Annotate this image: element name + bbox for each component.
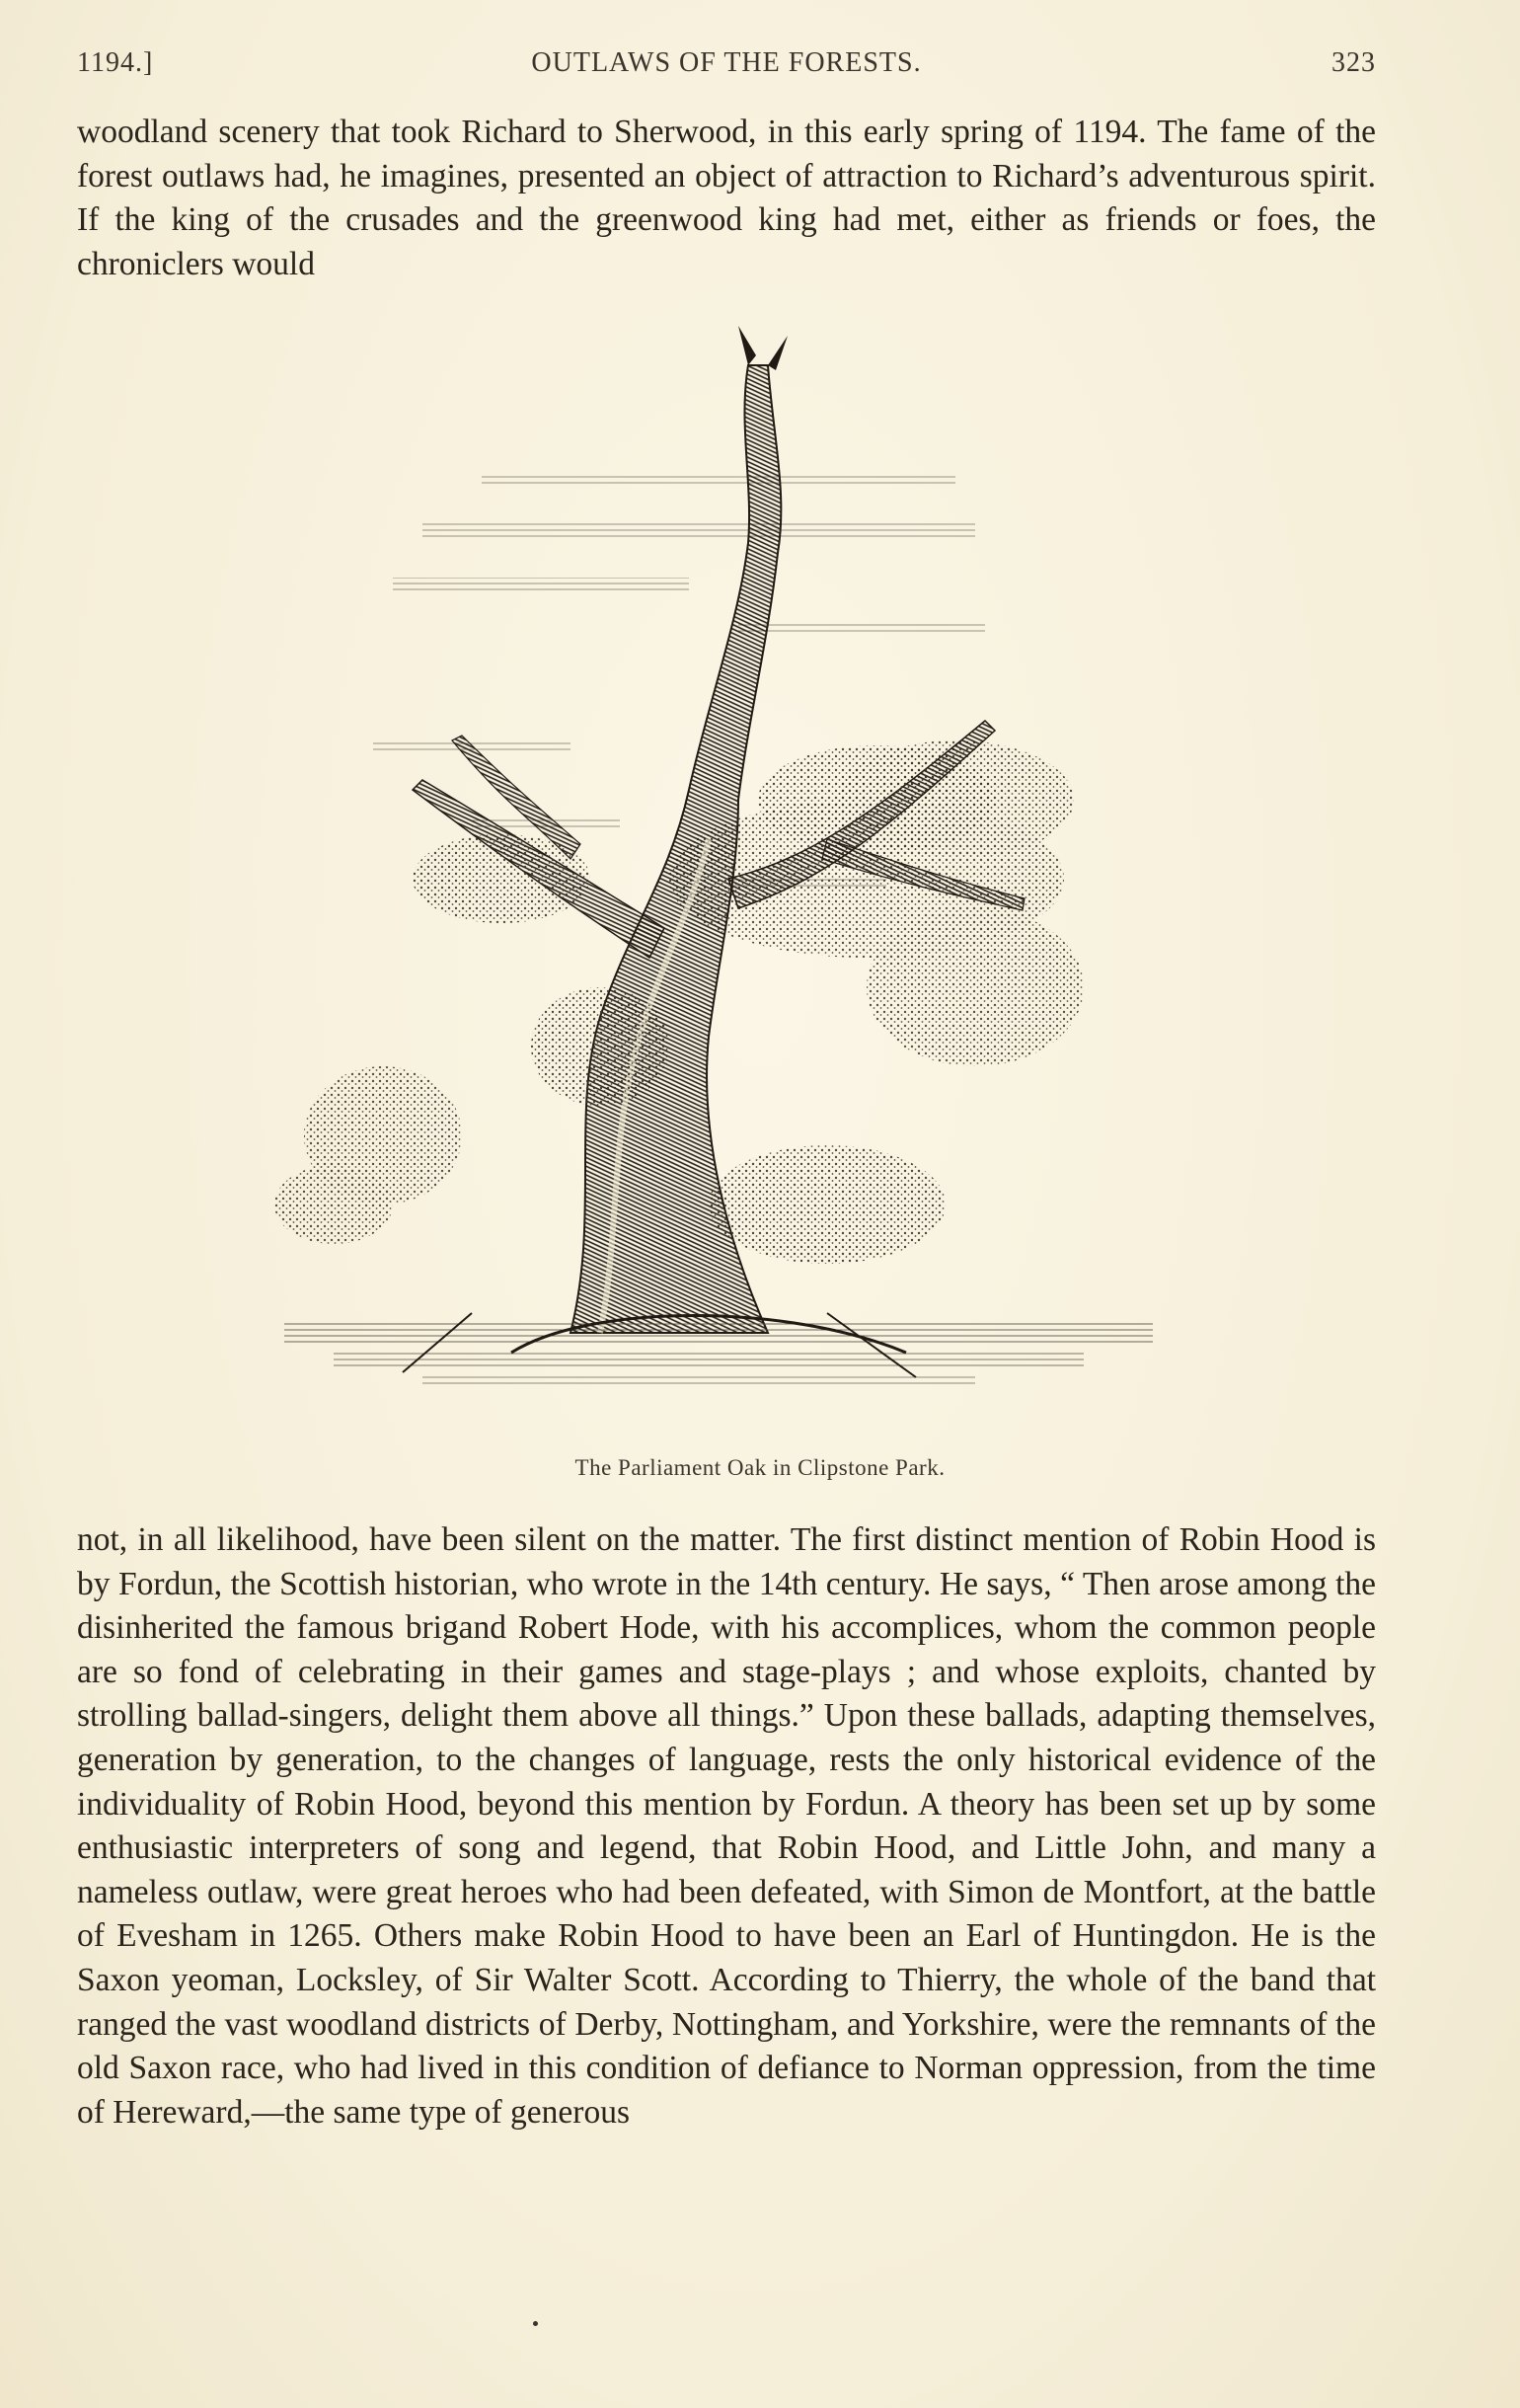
figure-caption: The Parliament Oak in Clipstone Park. (574, 1455, 946, 1480)
running-header (77, 47, 1376, 87)
paragraph-bottom-text: not, in all likelihood, have been silent on the matter. The first distinct mention of Robin Hood is by Fordun, the Scottish historian, who wrote in the 14th century. He says, “ Then arose among the disinherited the famous brigand Robert Hode, with his accomplices, whom the common people are so fond of celebrating in their games and stage-plays ; and whose exploits, chanted by strolling ballad-singers, delight them above all things.” Upon these ballads, adapting themselves, generation by generation, to the changes of language, rests the only historical evidence of the individuality of Robin Hood, beyond this mention by Fordun. A theory has been set up by some enthusiastic interpreters of song and legend, that Robin Hood, and Little John, and many a nameless outlaw, were great heroes who had been defeated, with Simon de Montfort, at the battle of Evesham in 1265. Others make Robin Hood to have been an Earl of Huntingdon. He is the Saxon yeoman, Locksley, of Sir Walter Scott. According to Thierry, the whole of the band that ranged the vast woodland districts of Derby, Nottingham, and Yorkshire, were the remnants of the old Saxon race, who had lived in this condition of defiance to Norman oppression, from the time of Hereward,—the same type of generous (77, 1521, 1376, 2131)
paragraph-bottom (77, 1518, 1376, 2135)
parliament-oak-engraving (274, 326, 1163, 1451)
header-year: 1194.] (77, 47, 154, 78)
paragraph-top (77, 111, 1376, 286)
paragraph-top-text: woodland scenery that took Richard to Sherwood, in this early spring of 1194. The fame of the forest outlaws had, he imagines, presented an object of attraction to Richard’s adventurous spirit. If the king of the crusades and the greenwood king had met, either as friends or foes, the chroniclers would (77, 114, 1376, 282)
ground-hatching (284, 1313, 1153, 1384)
page-number: 323 (1331, 47, 1376, 78)
ink-speck (533, 2321, 538, 2326)
header-title: OUTLAWS OF THE FORESTS. (531, 47, 922, 78)
